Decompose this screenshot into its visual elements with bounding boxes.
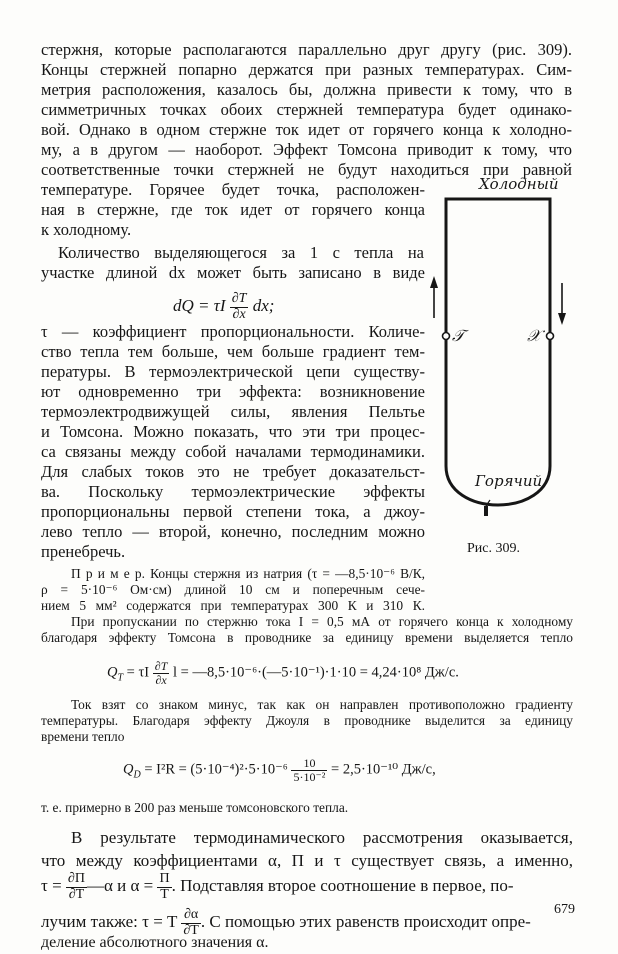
eq1-rhs: dx; [252,296,275,316]
text-line: метрия расположения, казалось бы, должна привести к тому, что в [41,80,572,99]
example-line: П р и м е р. Концы стержня из натрия (τ = —8,5·10⁻⁶ В/К, [71,566,425,581]
example-line: времени тепло [41,729,125,744]
text-line: му, а в другом — наоборот. Эффект Томсона приводит к тому, что [41,140,572,159]
eq2-fraction: $\frac{\partial T}{\partial x}$ [154,659,168,687]
text-line: и Томсона. Можно показать, что эти три процес- [41,422,425,441]
point-right [547,333,554,340]
eq1-lhs: dQ = τI [173,296,226,316]
eq3-fraction: $\frac{10}{\text{5·10⁻²}}$ [293,756,326,784]
point-left [443,333,450,340]
text-line: температуре. Горячее будет точка, расположен- [41,180,425,199]
text-line: лево тепло — второй, конечно, последним можно [41,522,425,541]
text-line: пренебречь. [41,542,126,561]
example-line: нием 5 мм² содержатся при температурах 300 К и 310 К. [41,598,425,613]
text-line: ство тепла тем больше, чем больше градиент тем- [41,342,425,361]
example-line: благодаря эффекту Томсона в проводнике за единицу времени выделяется тепло [41,630,573,645]
text-line: са связаны между собой началами термодинамики. [41,442,425,461]
example-line: При пропускании по стержню тока I = 0,5 мА от горячего конца к холодному [71,614,573,629]
text-line: τ — коэффициент пропорциональности. Количе- [41,322,425,341]
example-line: температуры. Благодаря эффекту Джоуля в проводнике выделится за единицу [41,713,573,728]
text-line: вой. Однако в одном стержне ток идет от горячего конца к холодно- [41,120,572,139]
example-line: Ток взят со знаком минус, так как он направлен противоположно градиенту [71,697,573,712]
final-line: В результате термодинамического рассмотрения оказывается, [71,828,573,847]
text-line: ва. Поскольку термоэлектрические эффекты [41,482,425,501]
text-line: участке длиной dx может быть записано в виде [41,263,425,282]
text-line: к холодному. [41,220,132,239]
text-line: термоэлектродвижущей силы, явления Пельтье [41,402,425,421]
figure-caption: Рис. 309. [467,541,520,556]
equation-dq [173,292,274,322]
example-line: ρ = 5·10⁻⁶ Ом·см) длиной 10 см и поперечным сече- [41,582,425,597]
arrow-down-icon [558,313,566,325]
page-number: 679 [554,902,575,917]
figure-label-left-point: 𝒯 [452,326,465,345]
text-line: ют одновременно три эффекта: возникновение [41,382,425,401]
text-line: пературы. В термоэлектрической цепи существу- [41,362,425,381]
text-line: соответственные точки стержней не будут находиться при равной [41,160,572,179]
text-line: Концы стержней попарно держатся при разных температурах. Сим- [41,60,572,79]
final-line: что между коэффициентами α, П и τ существует связь, а именно, [41,851,573,870]
final-line-formula: лучим также: τ = T $\frac{\partial\alpha}{\partial T}$ . С помощью этих равенств происходит опре- [41,907,531,938]
equation-joule-heat: $Q_D = I^2R = (5\cdot 10^{-4})^2\cdot 5\cdot 10^{-6}$ $\frac{10}{\text{5·10⁻²}}$ = 2,5·10⁻¹⁰ Дж/с, [123,756,436,784]
example-line: т. е. примерно в 200 раз меньше томсоновского тепла. [41,800,349,815]
text-line: пропорциональны первой степени тока, а джоу- [41,502,425,521]
figure-label-cold: Холодный [479,175,559,193]
arrow-up-icon [430,276,438,288]
text-line: Количество выделяющегося за 1 с тепла на [58,243,424,262]
eq1-fraction: $\frac{\partial T}{\partial x}$ [231,291,247,322]
final-line-formula: τ = $\frac{\partial П}{\partial T}$ —α и α = $\frac{П}{T}$ . Подставляя второе соотношение в первое, по- [41,871,514,902]
final-line: деление абсолютного значения α. [41,934,269,951]
text-line: симметричных точках обоих стержней температура будет одинако- [41,100,572,119]
text-line: ная в стержне, где ток идет от горячего конца [41,200,425,219]
text-line: Для слабых токов это не требует доказательст- [41,462,425,481]
equation-thomson-heat: $Q_T = \tau I$ $\frac{\partial T}{\partial x}$ l = —8,5·10⁻⁶·(—5·10⁻¹)·1·10 = 4,24·10⁸ Дж/с. [107,659,459,687]
figure-label-right-point: 𝒳 [527,326,541,345]
text-line: стержня, которые располагаются параллельно друг другу (рис. 309). [41,40,572,59]
figure-label-hot: Горячий [475,472,543,490]
